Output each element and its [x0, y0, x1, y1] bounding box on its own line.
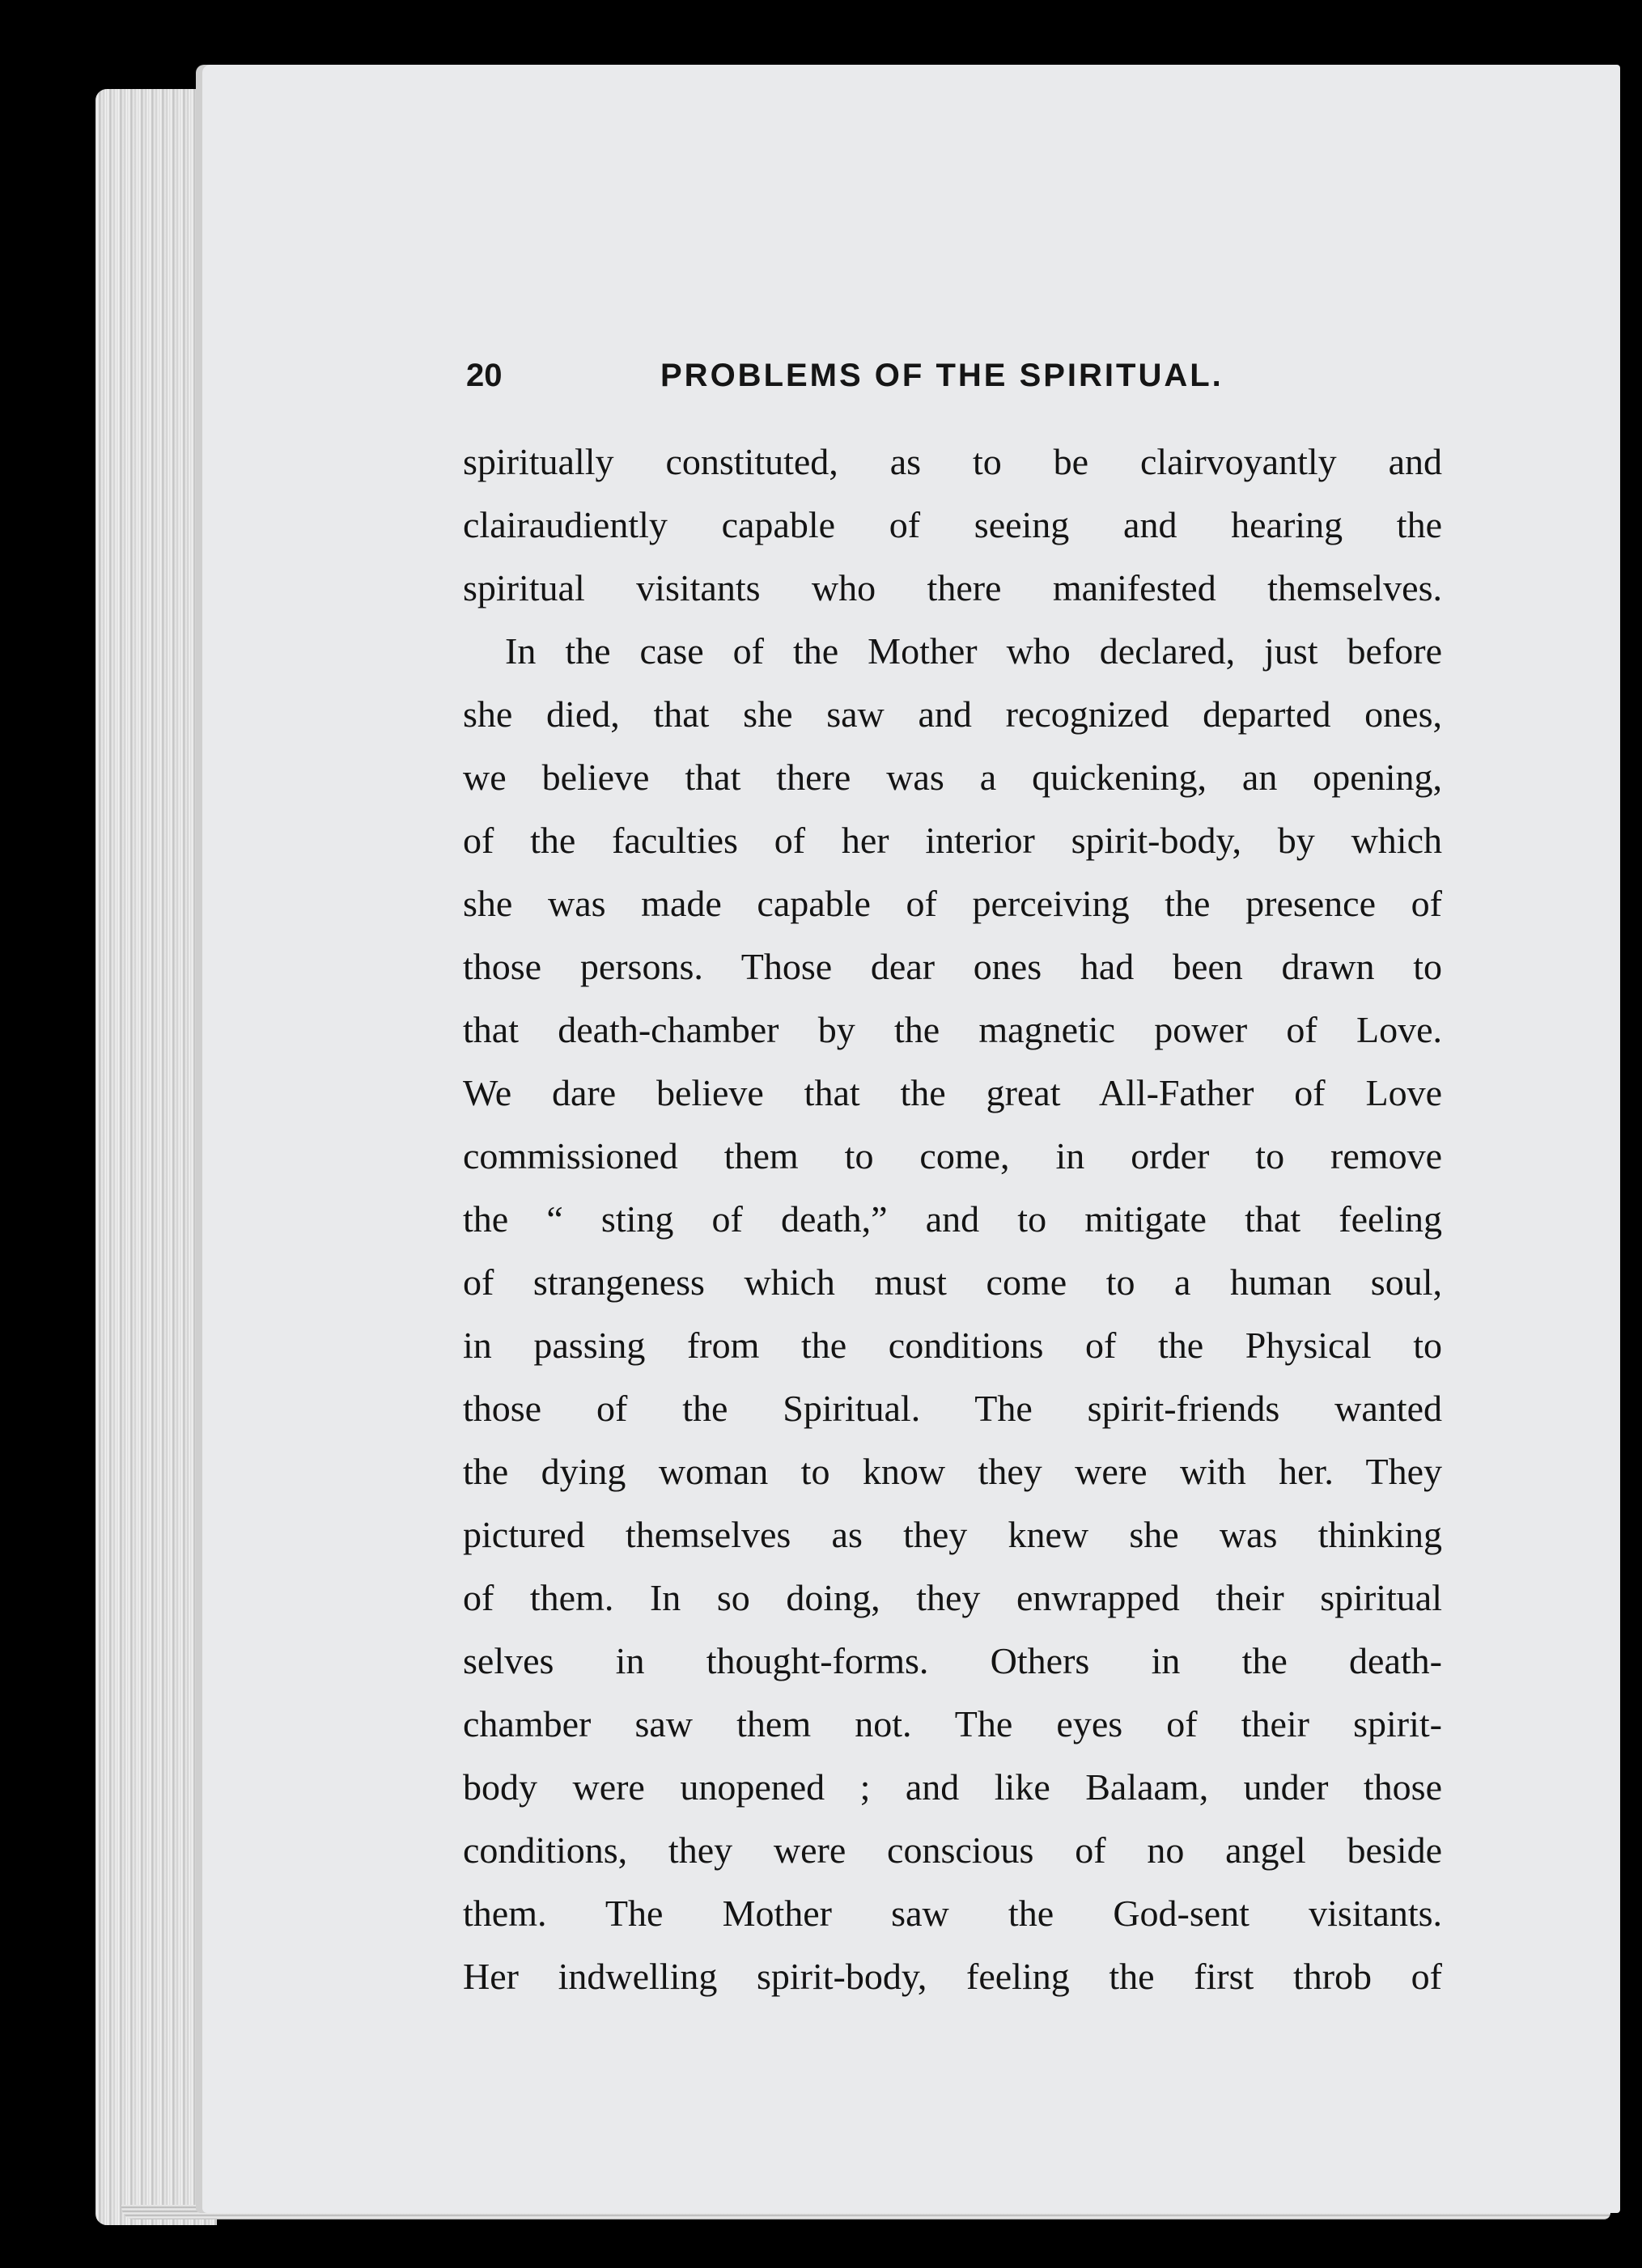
- text-line: of strangeness which must come to a human soul,: [463, 1261, 1442, 1303]
- text-line: commissioned them to come, in order to remove: [463, 1135, 1442, 1176]
- text-line: conditions, they were conscious of no angel beside: [463, 1829, 1442, 1871]
- page-number: 20: [466, 358, 503, 393]
- text-line: in passing from the conditions of the Physical to: [463, 1325, 1442, 1366]
- text-line: that death-chamber by the magnetic power of Love.: [463, 1009, 1442, 1050]
- text-line: selves in thought-forms. Others in the death-: [463, 1640, 1442, 1681]
- text-line: those of the Spiritual. The spirit-friends wanted: [463, 1388, 1442, 1429]
- text-line: pictured themselves as they knew she was thinking: [463, 1514, 1442, 1555]
- text-line: spiritually constituted, as to be clairvoyantly and: [463, 441, 1442, 482]
- body-text: [463, 430, 1442, 2008]
- text-line: of them. In so doing, they enwrapped their spiritual: [463, 1577, 1442, 1618]
- text-line: clairaudiently capable of seeing and hearing the: [463, 504, 1442, 545]
- text-line: she was made capable of perceiving the presence of: [463, 883, 1442, 924]
- text-line: those persons. Those dear ones had been drawn to: [463, 946, 1442, 987]
- running-title: PROBLEMS OF THE SPIRITUAL.: [660, 358, 1224, 393]
- text-line: the dying woman to know they were with her. They: [463, 1451, 1442, 1492]
- paragraph-first-line: In the case of the Mother who declared, just before: [505, 630, 1442, 672]
- text-line: spiritual visitants who there manifested themselves.: [463, 567, 1442, 608]
- text-line: body were unopened ; and like Balaam, under those: [463, 1766, 1442, 1808]
- text-line: We dare believe that the great All-Father of Love: [463, 1072, 1442, 1113]
- text-line: we believe that there was a quickening, an opening,: [463, 757, 1442, 798]
- text-line: Her indwelling spirit-body, feeling the first throb of: [463, 1956, 1442, 1997]
- running-head: [466, 351, 1275, 400]
- book-page-edges: [95, 89, 217, 2225]
- text-line: she died, that she saw and recognized departed ones,: [463, 693, 1442, 735]
- text-line: of the faculties of her interior spirit-body, by which: [463, 820, 1442, 861]
- text-line: the “ sting of death,” and to mitigate that feeling: [463, 1198, 1442, 1240]
- text-line: chamber saw them not. The eyes of their spirit-: [463, 1703, 1442, 1744]
- text-line: them. The Mother saw the God-sent visitants.: [463, 1893, 1442, 1934]
